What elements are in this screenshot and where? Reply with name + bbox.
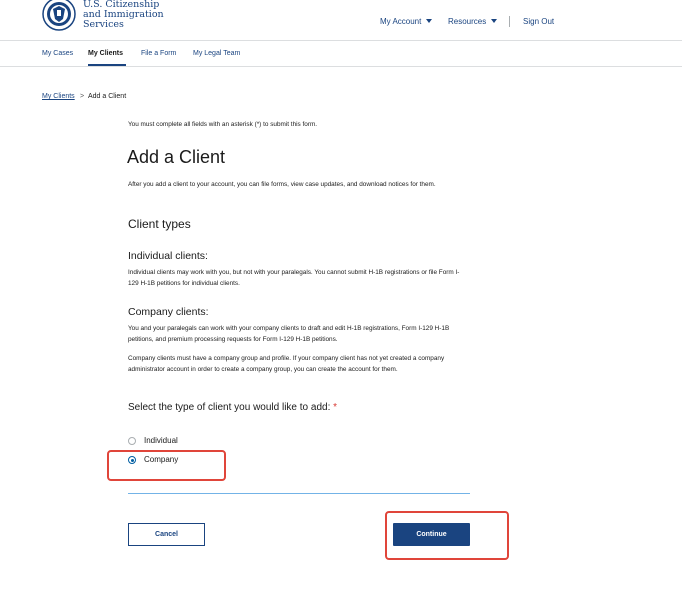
company-clients-heading: Company clients: xyxy=(128,306,209,318)
radio-individual-button[interactable] xyxy=(128,437,136,445)
client-type-question xyxy=(128,402,337,413)
tab-my-cases[interactable]: My Cases xyxy=(42,50,74,57)
my-account-menu[interactable] xyxy=(380,17,432,26)
required-asterisk: * xyxy=(333,402,338,413)
radio-company-label[interactable]: Company xyxy=(144,455,179,464)
individual-clients-heading: Individual clients: xyxy=(128,250,208,262)
resources-label: Resources xyxy=(448,17,487,26)
logo-line-3: Services xyxy=(83,19,124,30)
breadcrumb-current: Add a Client xyxy=(88,93,127,100)
my-account-label: My Account xyxy=(380,17,422,26)
client-types-heading: Client types xyxy=(128,217,191,231)
agency-logo-text[interactable] xyxy=(83,0,164,30)
nav-divider xyxy=(509,16,510,27)
breadcrumb-separator: > xyxy=(80,93,85,100)
intro-text: After you add a client to your account, you can file forms, view case updates, and download notices for them. xyxy=(128,181,436,188)
page-title: Add a Client xyxy=(127,147,226,167)
active-tab-indicator xyxy=(88,64,126,66)
secondary-nav xyxy=(0,41,682,67)
resources-menu[interactable] xyxy=(448,17,497,26)
company-clients-text-1: You and your paralegals can work with your company clients to draft and edit H-1B registrations, Form I-129 H-1B petitions, and premium processing requests for Form I-129 H-1B petitions. xyxy=(128,325,450,343)
logo-line-2: and Immigration xyxy=(83,9,164,20)
site-header xyxy=(0,0,682,41)
continue-button[interactable]: Continue xyxy=(393,523,470,546)
company-clients-text-2: Company clients must have a company group and profile. If your company client has not yet created a company administrator account in order to create a company group, you can create the account for them. xyxy=(128,355,445,373)
client-type-question-label: Select the type of client you would like to add: xyxy=(128,402,331,413)
logo-line-1: U.S. Citizenship xyxy=(83,0,160,10)
individual-clients-text: Individual clients may work with you, but not with your paralegals. You cannot submit H-1B registrations or file Form I-129 H-1B petitions for individual clients. xyxy=(128,269,460,287)
company-option-highlight xyxy=(107,450,226,481)
required-fields-note: You must complete all fields with an asterisk (*) to submit this form. xyxy=(128,121,318,128)
radio-individual-label[interactable]: Individual xyxy=(144,436,178,445)
cancel-button[interactable]: Cancel xyxy=(128,523,205,546)
tab-file-a-form[interactable]: File a Form xyxy=(141,50,177,57)
tab-my-clients[interactable]: My Clients xyxy=(88,50,124,57)
chevron-down-icon xyxy=(491,19,497,23)
chevron-down-icon xyxy=(426,19,432,23)
tab-my-legal-team[interactable]: My Legal Team xyxy=(193,50,241,57)
breadcrumb-my-clients[interactable]: My Clients xyxy=(42,93,75,100)
dhs-seal-icon[interactable] xyxy=(42,0,76,32)
sign-out-link[interactable]: Sign Out xyxy=(523,17,555,26)
continue-button-highlight xyxy=(385,511,509,560)
form-divider xyxy=(128,493,470,494)
